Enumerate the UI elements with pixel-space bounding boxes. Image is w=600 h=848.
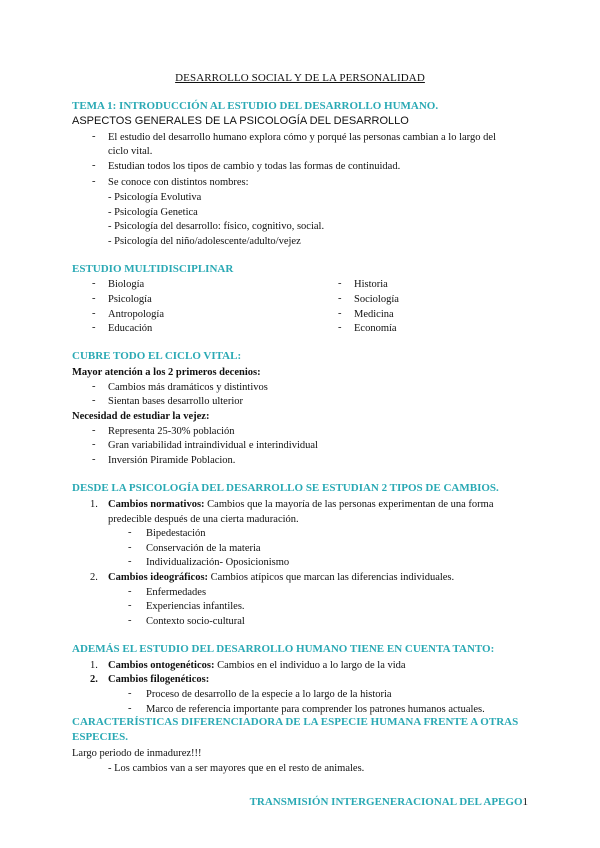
bullet-dash: - xyxy=(92,278,96,289)
item-text-cont: predecible después de una cierta maduración. xyxy=(108,514,299,525)
sub-item: Enfermedades xyxy=(146,587,207,598)
sub-item: Individualización- Oposicionismo xyxy=(146,557,290,568)
bullet-dash: - xyxy=(92,322,96,333)
discipline-item: Economía xyxy=(354,323,397,334)
page-footer xyxy=(250,796,528,808)
bullet-dash: - xyxy=(92,454,96,465)
bullet-dash: - xyxy=(128,586,132,597)
bullet-text-cont: ciclo vital. xyxy=(108,146,153,157)
bullet-dash: - xyxy=(128,527,132,538)
bullet-dash: - xyxy=(92,395,96,406)
numbered-item xyxy=(108,498,494,511)
bullet-text: Gran variabilidad intraindividual e interindividual xyxy=(108,440,318,451)
item-label: Cambios normativos: xyxy=(108,499,205,510)
item-text: Cambios que la mayoría de las personas experimentan de una forma xyxy=(204,499,494,510)
discipline-item: Antropología xyxy=(108,309,164,320)
body-text: - Los cambios van a ser mayores que en el resto de animales. xyxy=(108,763,365,774)
subsection-label: Necesidad de estudiar la vejez: xyxy=(72,411,210,422)
list-item: - Psicología Genetica xyxy=(108,207,198,218)
bullet-dash: - xyxy=(338,293,342,304)
sub-item: Conservación de la materia xyxy=(146,543,261,554)
list-item: - Psicología del desarrollo: físico, cognitivo, social. xyxy=(108,221,325,232)
bullet-dash: - xyxy=(92,381,96,392)
bullet-dash: - xyxy=(128,615,132,626)
bullet-text: El estudio del desarrollo humano explora cómo y porqué las personas cambian a lo largo del xyxy=(108,132,496,143)
document-title: DESARROLLO SOCIAL Y DE LA PERSONALIDAD xyxy=(175,72,425,84)
section-heading-caracteristicas: CARACTERÍSTICAS DIFERENCIADORA DE LA ESPECIE HUMANA FRENTE A OTRAS xyxy=(72,716,519,728)
sub-item: Contexto socio-cultural xyxy=(146,616,245,627)
section-subheading: ASPECTOS GENERALES DE LA PSICOLOGÍA DEL DESARROLLO xyxy=(72,115,409,127)
subsection-label: Mayor atención a los 2 primeros decenios: xyxy=(72,367,261,378)
list-number: 2. xyxy=(90,674,98,685)
sub-item: Bipedestación xyxy=(146,528,206,539)
section-heading-tema1: TEMA 1: INTRODUCCIÓN AL ESTUDIO DEL DESARROLLO HUMANO. xyxy=(72,100,439,112)
bullet-text: Se conoce con distintos nombres: xyxy=(108,177,249,188)
bullet-dash: - xyxy=(338,278,342,289)
list-number: 1. xyxy=(90,660,98,671)
discipline-item: Historia xyxy=(354,279,388,290)
sub-item: Experiencias infantiles. xyxy=(146,601,245,612)
sub-item: Proceso de desarrollo de la especie a lo largo de la historia xyxy=(146,689,392,700)
bullet-text: Estudian todos los tipos de cambio y todas las formas de continuidad. xyxy=(108,161,401,172)
discipline-item: Psicología xyxy=(108,294,152,305)
bullet-dash: - xyxy=(128,556,132,567)
bullet-dash: - xyxy=(92,160,96,171)
list-number: 1. xyxy=(90,499,98,510)
bullet-text: Sientan bases desarrollo ulterior xyxy=(108,396,244,407)
bullet-dash: - xyxy=(128,703,132,714)
section-heading-ademas: ADEMÁS EL ESTUDIO DEL DESARROLLO HUMANO TIENE EN CUENTA TANTO: xyxy=(72,643,495,655)
item-label: Cambios filogenéticos: xyxy=(108,674,210,685)
bullet-dash: - xyxy=(92,293,96,304)
item-text: Cambios en el individuo a lo largo de la vida xyxy=(214,660,406,671)
section-heading-tipos-cambios: DESDE LA PSICOLOGÍA DEL DESARROLLO SE ESTUDIAN 2 TIPOS DE CAMBIOS. xyxy=(72,482,499,494)
bullet-text: Inversión Piramide Poblacion. xyxy=(108,455,236,466)
list-item: - Psicología Evolutiva xyxy=(108,192,202,203)
discipline-item: Biología xyxy=(108,279,145,290)
section-heading-ciclo-vital: CUBRE TODO EL CICLO VITAL: xyxy=(72,350,242,362)
item-text: Cambios atípicos que marcan las diferencias individuales. xyxy=(208,572,455,583)
section-heading-caracteristicas-cont: ESPECIES. xyxy=(72,731,128,743)
bullet-text: Representa 25-30% población xyxy=(108,426,235,437)
item-label: Cambios ontogenéticos: xyxy=(108,660,215,671)
page-number: 1 xyxy=(522,796,528,808)
bullet-dash: - xyxy=(92,131,96,142)
list-number: 2. xyxy=(90,572,98,583)
bullet-text: Cambios más dramáticos y distintivos xyxy=(108,382,268,393)
bullet-dash: - xyxy=(92,439,96,450)
bullet-dash: - xyxy=(92,176,96,187)
item-label: Cambios ideográficos: xyxy=(108,572,209,583)
bullet-dash: - xyxy=(128,542,132,553)
body-text: Largo periodo de inmadurez!!! xyxy=(72,748,202,759)
bullet-dash: - xyxy=(338,322,342,333)
bullet-dash: - xyxy=(92,308,96,319)
discipline-item: Sociología xyxy=(354,294,399,305)
footer-text: TRANSMISIÓN INTERGENERACIONAL DEL APEGO xyxy=(249,796,523,808)
bullet-dash: - xyxy=(338,308,342,319)
numbered-item xyxy=(108,659,406,672)
bullet-dash: - xyxy=(128,600,132,611)
sub-item: Marco de referencia importante para comprender los patrones humanos actuales. xyxy=(146,704,485,715)
discipline-item: Medicina xyxy=(354,309,394,320)
bullet-dash: - xyxy=(128,688,132,699)
discipline-item: Educación xyxy=(108,323,153,334)
numbered-item xyxy=(108,571,454,584)
section-heading-multidisciplinar: ESTUDIO MULTIDISCIPLINAR xyxy=(72,263,234,275)
bullet-dash: - xyxy=(92,425,96,436)
list-item: - Psicología del niño/adolescente/adulto/vejez xyxy=(108,236,301,247)
